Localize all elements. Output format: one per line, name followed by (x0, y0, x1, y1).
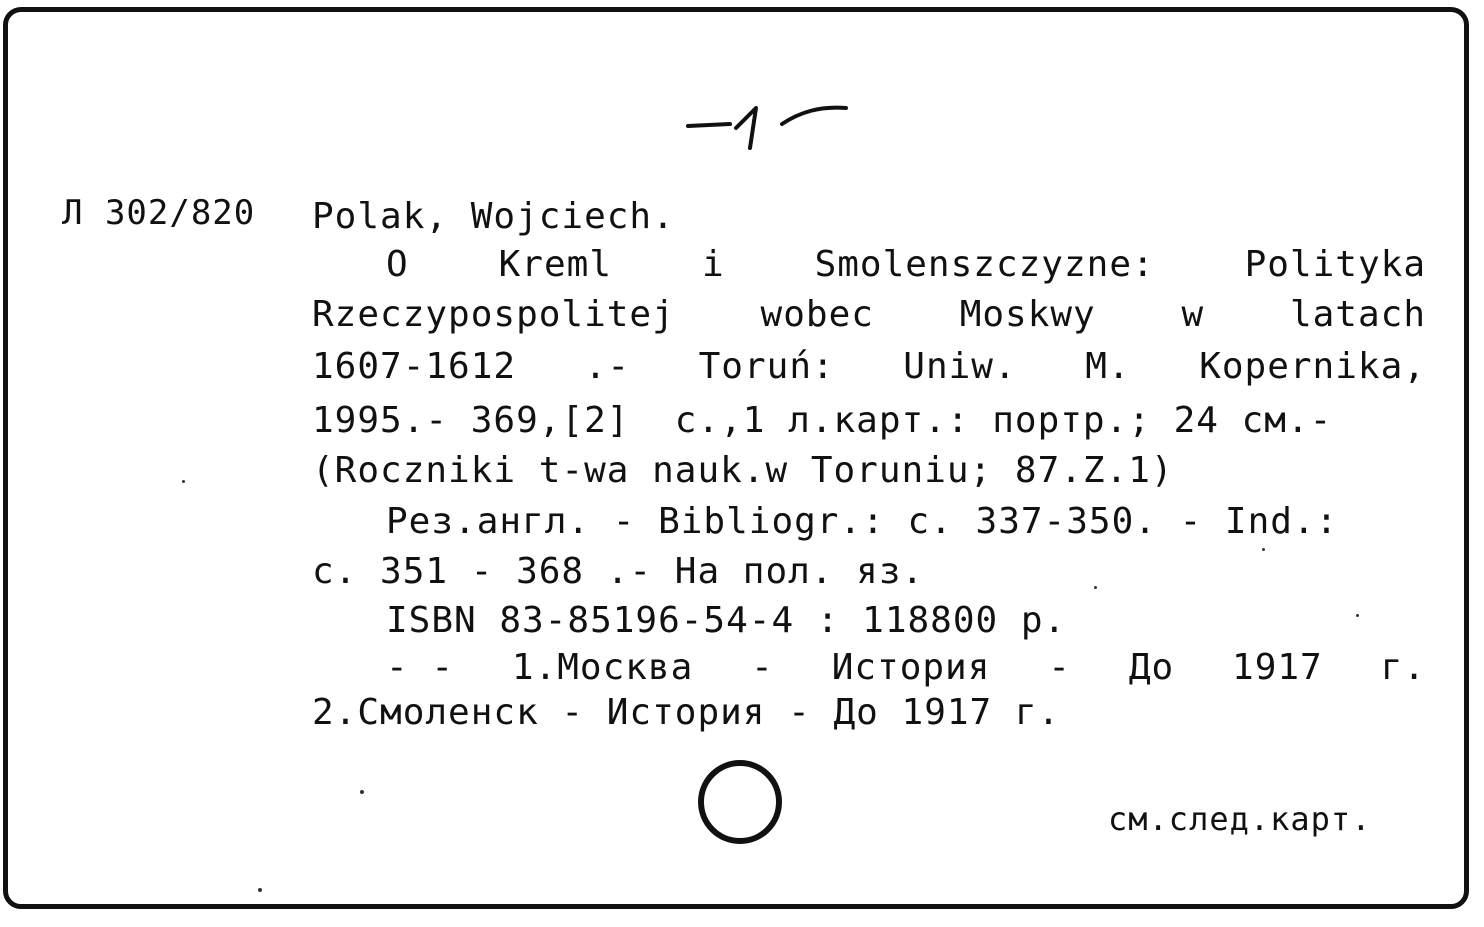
scan-speck (360, 790, 364, 794)
continued-note: см.след.карт. (1108, 800, 1372, 838)
title-line-1 (386, 244, 1426, 285)
title-word: Rzeczypospolitej (312, 294, 675, 335)
title-word: w (1181, 294, 1205, 335)
subject-word: г. (1380, 647, 1426, 688)
publication-word: .- (584, 346, 631, 387)
publication-word: Kopernika, (1199, 346, 1426, 387)
subject-word: 1917 (1232, 647, 1323, 688)
subject-word: - - (386, 647, 455, 688)
scan-speck (182, 480, 185, 483)
scan-speck (1094, 586, 1097, 589)
title-line-2 (312, 294, 1426, 335)
scan-speck (1356, 614, 1359, 617)
title-word: Moskwy (959, 294, 1096, 335)
author-line: Polak, Wojciech. (312, 196, 675, 237)
subject-word: История (831, 647, 991, 688)
publication-word: M. (1085, 346, 1131, 387)
subject-word: - (1048, 647, 1071, 688)
title-word: Smolenszczyzne: (814, 244, 1155, 285)
scan-speck (258, 888, 262, 892)
notes-line-2: с. 351 - 368 .- На пол. яз. (312, 551, 925, 592)
publication-word: 1607-1612 (312, 346, 517, 387)
notes-line-1: Рез.англ. - Bibliogr.: с. 337-350. - Ind.: (386, 501, 1339, 542)
subject-word: До (1128, 647, 1175, 688)
subjects-line-1 (386, 647, 1426, 688)
title-word: O (386, 244, 409, 285)
series-line: (Roczniki t-wa nauk.w Toruniu; 87.Z.1) (312, 450, 1174, 491)
subject-word: 1.Москва (511, 647, 694, 688)
physical-description-line: 1995.- 369,[2] с.,1 л.карт.: портр.; 24 см.- (312, 400, 1333, 441)
shelf-mark: Л 302/820 (62, 193, 256, 233)
title-word: wobec (760, 294, 874, 335)
publication-word: Toruń: (698, 346, 835, 387)
title-word: latach (1289, 294, 1426, 335)
title-word: Polityka (1244, 244, 1426, 285)
handwritten-page-number (684, 92, 854, 162)
title-line-3 (312, 346, 1426, 387)
scan-speck (1262, 548, 1265, 551)
card-punch-hole (698, 760, 782, 844)
subjects-line-2: 2.Смоленск - История - До 1917 г. (312, 692, 1061, 733)
title-word: Kreml (498, 244, 612, 285)
publication-word: Uniw. (903, 346, 1017, 387)
isbn-line: ISBN 83-85196-54-4 : 118800 р. (386, 600, 1067, 641)
subject-word: - (751, 647, 774, 688)
title-word: i (701, 244, 725, 285)
